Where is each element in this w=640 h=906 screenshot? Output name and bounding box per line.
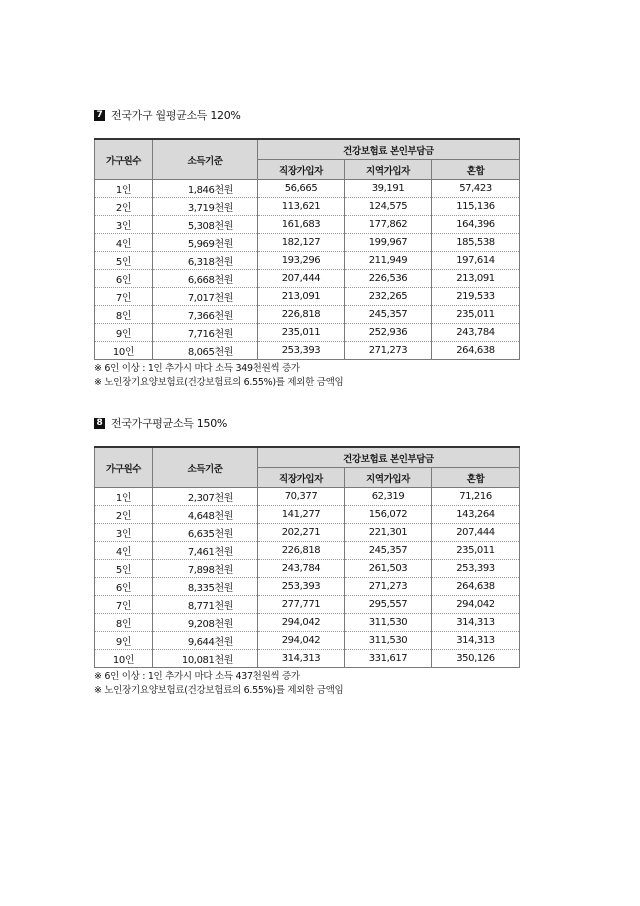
table-row <box>95 578 520 596</box>
cell-regional-premium: 232,265 <box>345 288 432 306</box>
table-row <box>95 252 520 270</box>
cell-employee-premium: 207,444 <box>258 270 345 288</box>
table-row <box>95 632 520 650</box>
note-line: ※ 노인장기요양보험료(건강보험료의 6.55%)를 제외한 금액임 <box>94 377 344 388</box>
cell-employee-premium: 314,313 <box>258 650 345 668</box>
cell-household-size: 8인 <box>95 306 153 324</box>
cell-mixed-premium: 143,264 <box>432 506 520 524</box>
cell-income-standard: 7,461천원 <box>153 542 258 560</box>
cell-income-standard: 8,771천원 <box>153 596 258 614</box>
section-heading <box>94 106 519 124</box>
section-title: 전국가구평균소득 150% <box>111 417 228 430</box>
cell-regional-premium: 124,575 <box>345 198 432 216</box>
cell-regional-premium: 311,530 <box>345 632 432 650</box>
cell-household-size: 3인 <box>95 524 153 542</box>
header-employee: 직장가입자 <box>258 468 345 488</box>
header-income-standard: 소득기준 <box>153 139 258 180</box>
table-row <box>95 596 520 614</box>
cell-income-standard: 4,648천원 <box>153 506 258 524</box>
table-row <box>95 216 520 234</box>
notes <box>94 670 519 698</box>
section-number-badge: 7 <box>94 110 105 121</box>
cell-mixed-premium: 213,091 <box>432 270 520 288</box>
table-row <box>95 198 520 216</box>
cell-regional-premium: 62,319 <box>345 488 432 506</box>
section-number-badge: 8 <box>94 418 105 429</box>
cell-employee-premium: 161,683 <box>258 216 345 234</box>
premium-table <box>94 446 520 668</box>
header-premium-group: 건강보험료 본인부담금 <box>258 139 520 160</box>
cell-employee-premium: 202,271 <box>258 524 345 542</box>
cell-household-size: 5인 <box>95 252 153 270</box>
cell-household-size: 1인 <box>95 488 153 506</box>
note-line: ※ 6인 이상 : 1인 추가시 마다 소득 437천원씩 증가 <box>94 671 300 682</box>
cell-household-size: 2인 <box>95 506 153 524</box>
cell-employee-premium: 141,277 <box>258 506 345 524</box>
table-row <box>95 614 520 632</box>
cell-income-standard: 9,644천원 <box>153 632 258 650</box>
cell-regional-premium: 177,862 <box>345 216 432 234</box>
header-mixed: 혼합 <box>432 160 520 180</box>
table-row <box>95 288 520 306</box>
premium-table <box>94 138 520 360</box>
cell-income-standard: 8,335천원 <box>153 578 258 596</box>
cell-household-size: 7인 <box>95 596 153 614</box>
cell-income-standard: 9,208천원 <box>153 614 258 632</box>
cell-employee-premium: 193,296 <box>258 252 345 270</box>
cell-employee-premium: 226,818 <box>258 542 345 560</box>
section-income-150 <box>94 414 519 698</box>
cell-regional-premium: 226,536 <box>345 270 432 288</box>
cell-employee-premium: 113,621 <box>258 198 345 216</box>
cell-household-size: 6인 <box>95 270 153 288</box>
note-line: ※ 6인 이상 : 1인 추가시 마다 소득 349천원씩 증가 <box>94 363 300 374</box>
header-household-size: 가구원수 <box>95 139 153 180</box>
cell-regional-premium: 295,557 <box>345 596 432 614</box>
table-row <box>95 324 520 342</box>
cell-mixed-premium: 294,042 <box>432 596 520 614</box>
header-household-size: 가구원수 <box>95 447 153 488</box>
cell-household-size: 3인 <box>95 216 153 234</box>
table-row <box>95 542 520 560</box>
cell-household-size: 4인 <box>95 234 153 252</box>
cell-regional-premium: 211,949 <box>345 252 432 270</box>
cell-income-standard: 1,846천원 <box>153 180 258 198</box>
cell-household-size: 4인 <box>95 542 153 560</box>
cell-employee-premium: 243,784 <box>258 560 345 578</box>
section-heading <box>94 414 519 432</box>
cell-employee-premium: 294,042 <box>258 614 345 632</box>
cell-income-standard: 7,017천원 <box>153 288 258 306</box>
cell-mixed-premium: 185,538 <box>432 234 520 252</box>
cell-mixed-premium: 243,784 <box>432 324 520 342</box>
cell-regional-premium: 311,530 <box>345 614 432 632</box>
cell-employee-premium: 213,091 <box>258 288 345 306</box>
section-title: 전국가구 월평균소득 120% <box>111 109 241 122</box>
cell-income-standard: 8,065천원 <box>153 342 258 360</box>
table-row <box>95 270 520 288</box>
table-row <box>95 234 520 252</box>
cell-mixed-premium: 350,126 <box>432 650 520 668</box>
cell-employee-premium: 253,393 <box>258 578 345 596</box>
table-row <box>95 180 520 198</box>
table-row <box>95 506 520 524</box>
header-income-standard: 소득기준 <box>153 447 258 488</box>
cell-income-standard: 3,719천원 <box>153 198 258 216</box>
cell-regional-premium: 252,936 <box>345 324 432 342</box>
cell-income-standard: 7,898천원 <box>153 560 258 578</box>
cell-income-standard: 5,308천원 <box>153 216 258 234</box>
notes <box>94 362 519 390</box>
cell-mixed-premium: 314,313 <box>432 632 520 650</box>
cell-mixed-premium: 314,313 <box>432 614 520 632</box>
cell-employee-premium: 56,665 <box>258 180 345 198</box>
cell-employee-premium: 235,011 <box>258 324 345 342</box>
cell-household-size: 10인 <box>95 650 153 668</box>
table-row <box>95 524 520 542</box>
cell-regional-premium: 245,357 <box>345 542 432 560</box>
cell-mixed-premium: 57,423 <box>432 180 520 198</box>
cell-regional-premium: 221,301 <box>345 524 432 542</box>
cell-mixed-premium: 264,638 <box>432 342 520 360</box>
cell-income-standard: 2,307천원 <box>153 488 258 506</box>
note-line: ※ 노인장기요양보험료(건강보험료의 6.55%)를 제외한 금액임 <box>94 685 344 696</box>
cell-mixed-premium: 115,136 <box>432 198 520 216</box>
cell-employee-premium: 294,042 <box>258 632 345 650</box>
cell-mixed-premium: 71,216 <box>432 488 520 506</box>
cell-income-standard: 6,635천원 <box>153 524 258 542</box>
cell-employee-premium: 277,771 <box>258 596 345 614</box>
cell-household-size: 6인 <box>95 578 153 596</box>
cell-household-size: 9인 <box>95 632 153 650</box>
header-regional: 지역가입자 <box>345 160 432 180</box>
cell-income-standard: 6,668천원 <box>153 270 258 288</box>
cell-employee-premium: 253,393 <box>258 342 345 360</box>
cell-income-standard: 7,716천원 <box>153 324 258 342</box>
table-body <box>95 488 520 668</box>
cell-mixed-premium: 197,614 <box>432 252 520 270</box>
table-row <box>95 488 520 506</box>
cell-income-standard: 6,318천원 <box>153 252 258 270</box>
cell-income-standard: 7,366천원 <box>153 306 258 324</box>
cell-household-size: 2인 <box>95 198 153 216</box>
cell-regional-premium: 156,072 <box>345 506 432 524</box>
cell-employee-premium: 226,818 <box>258 306 345 324</box>
table-row <box>95 650 520 668</box>
cell-regional-premium: 261,503 <box>345 560 432 578</box>
cell-regional-premium: 199,967 <box>345 234 432 252</box>
header-employee: 직장가입자 <box>258 160 345 180</box>
cell-mixed-premium: 253,393 <box>432 560 520 578</box>
header-premium-group: 건강보험료 본인부담금 <box>258 447 520 468</box>
header-regional: 지역가입자 <box>345 468 432 488</box>
table-body <box>95 180 520 360</box>
cell-mixed-premium: 164,396 <box>432 216 520 234</box>
cell-household-size: 8인 <box>95 614 153 632</box>
cell-regional-premium: 39,191 <box>345 180 432 198</box>
cell-income-standard: 10,081천원 <box>153 650 258 668</box>
cell-household-size: 1인 <box>95 180 153 198</box>
cell-mixed-premium: 235,011 <box>432 542 520 560</box>
section-income-120 <box>94 106 519 390</box>
table-row <box>95 560 520 578</box>
cell-mixed-premium: 235,011 <box>432 306 520 324</box>
cell-household-size: 7인 <box>95 288 153 306</box>
cell-mixed-premium: 219,533 <box>432 288 520 306</box>
cell-regional-premium: 271,273 <box>345 578 432 596</box>
cell-household-size: 10인 <box>95 342 153 360</box>
cell-regional-premium: 271,273 <box>345 342 432 360</box>
cell-mixed-premium: 264,638 <box>432 578 520 596</box>
cell-employee-premium: 182,127 <box>258 234 345 252</box>
cell-mixed-premium: 207,444 <box>432 524 520 542</box>
header-mixed: 혼합 <box>432 468 520 488</box>
cell-household-size: 5인 <box>95 560 153 578</box>
cell-regional-premium: 331,617 <box>345 650 432 668</box>
cell-household-size: 9인 <box>95 324 153 342</box>
cell-regional-premium: 245,357 <box>345 306 432 324</box>
cell-income-standard: 5,969천원 <box>153 234 258 252</box>
table-row <box>95 306 520 324</box>
cell-employee-premium: 70,377 <box>258 488 345 506</box>
table-row <box>95 342 520 360</box>
